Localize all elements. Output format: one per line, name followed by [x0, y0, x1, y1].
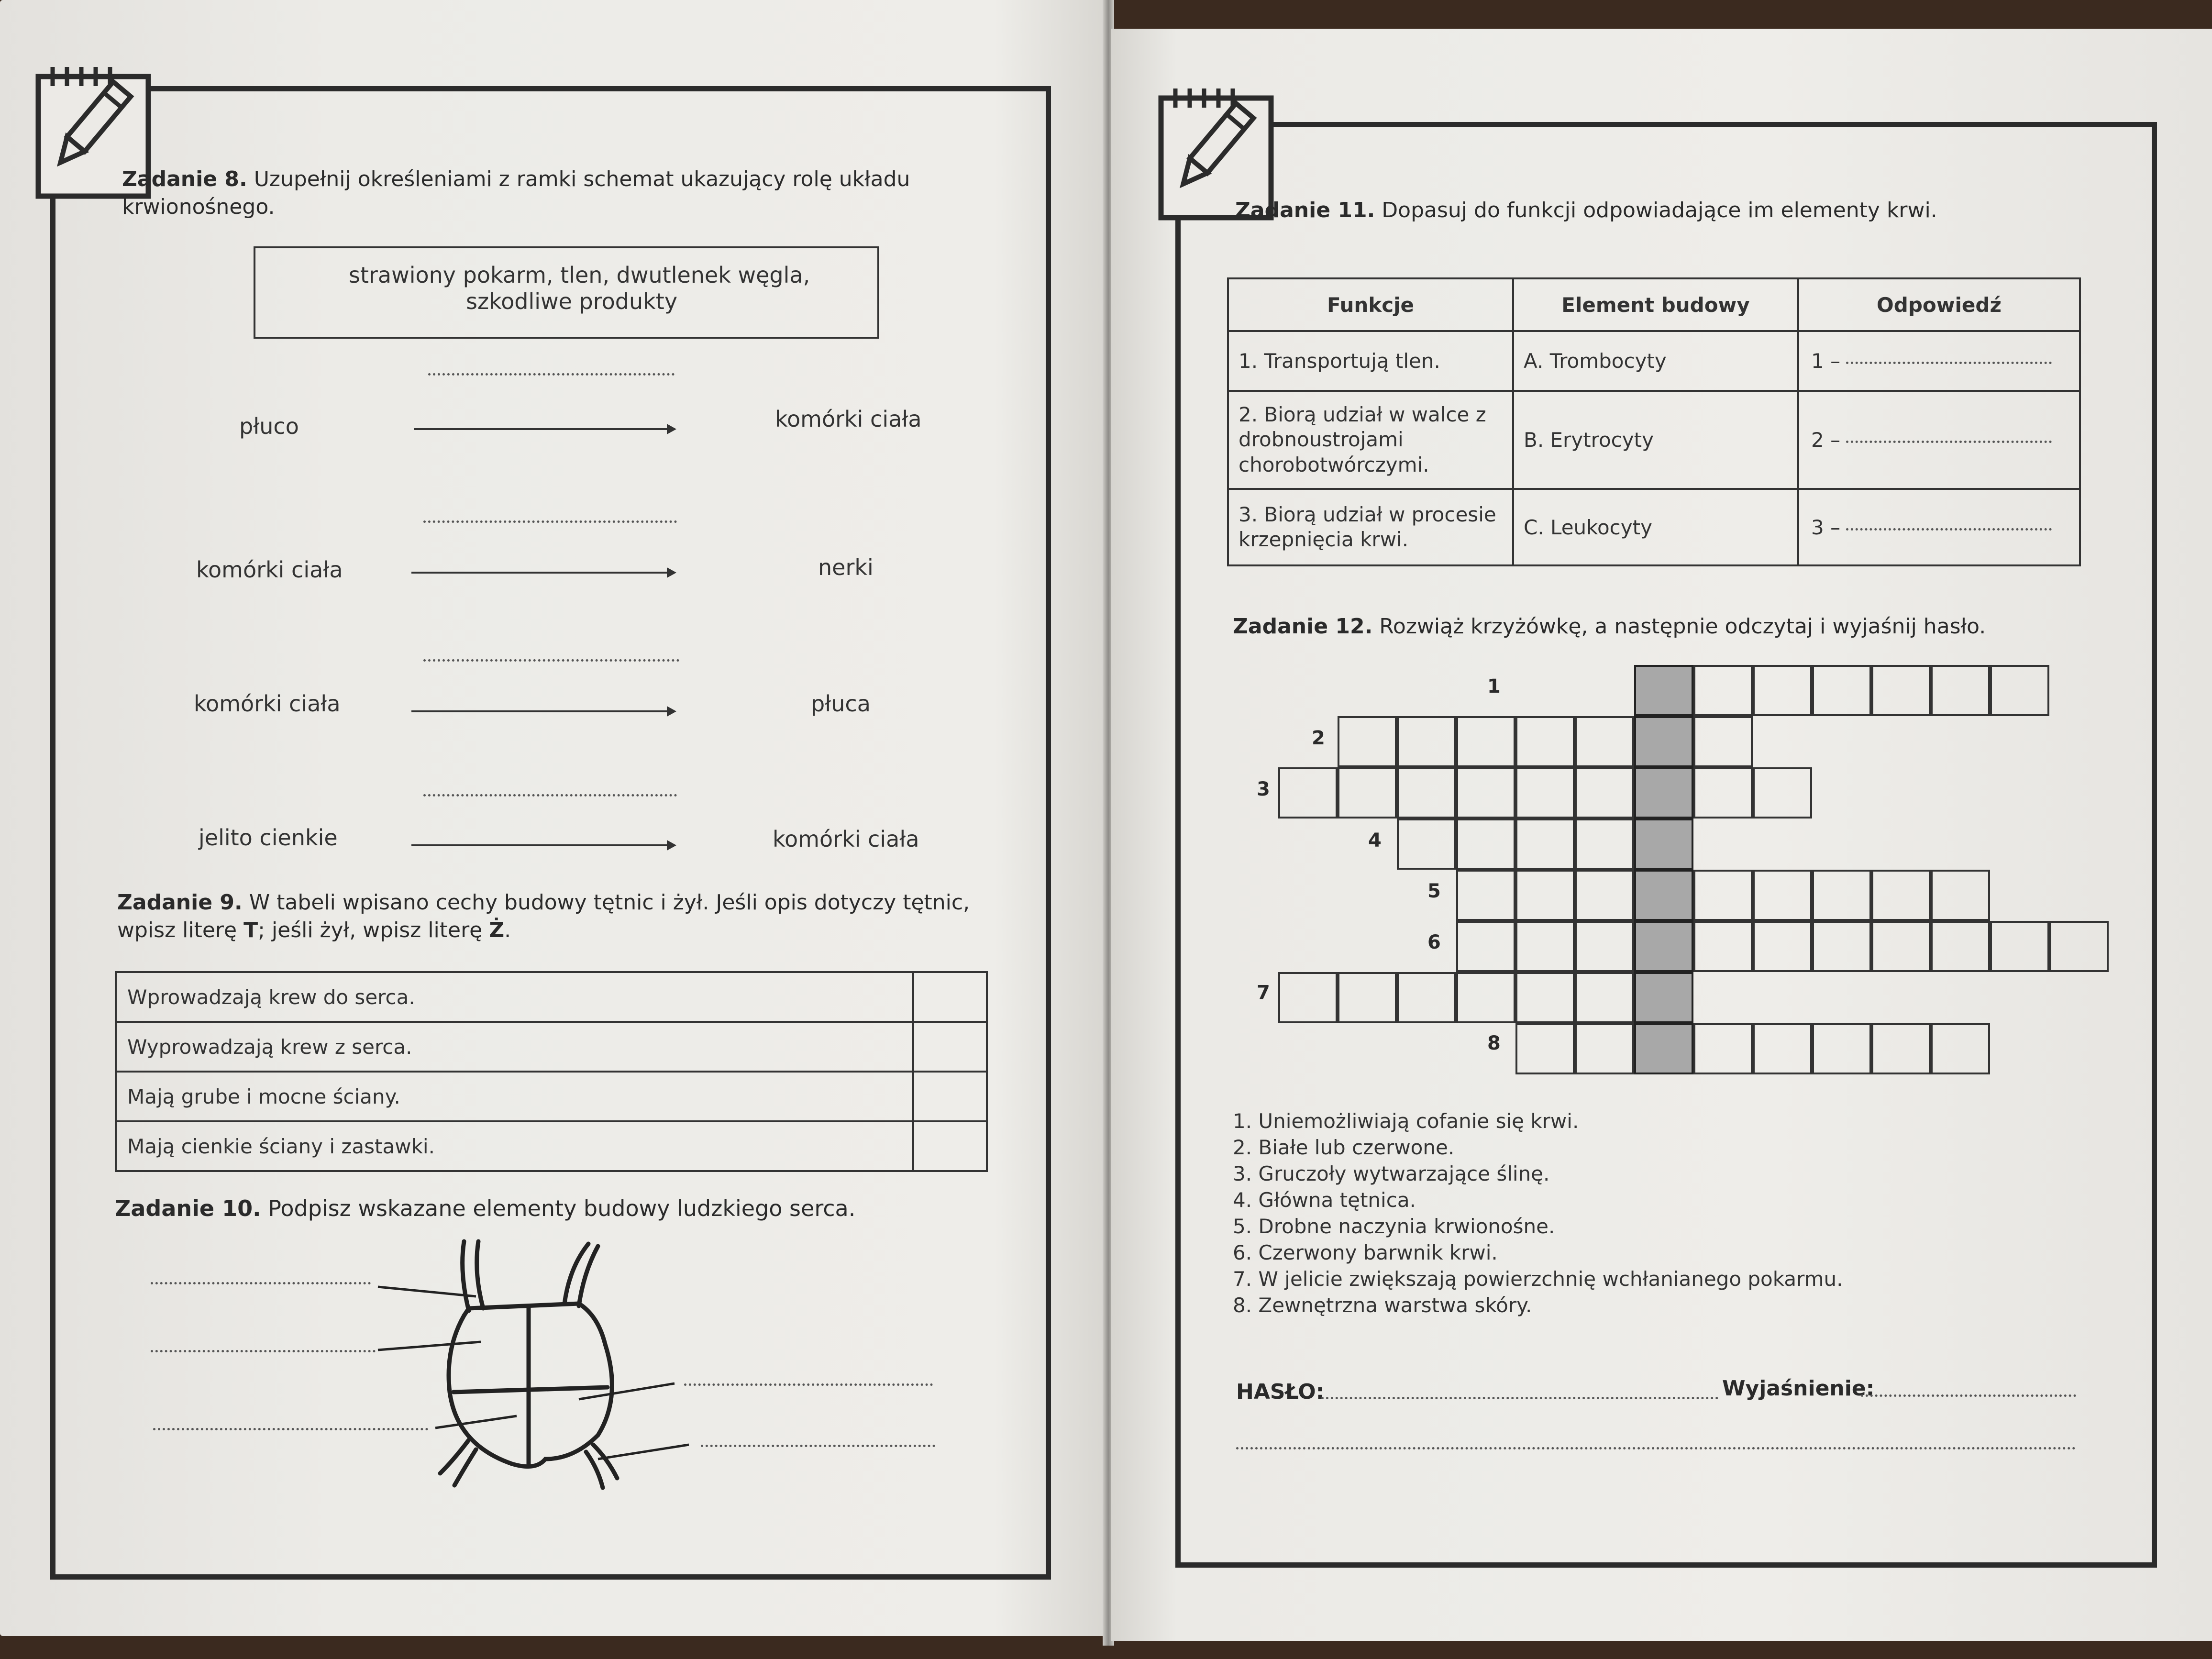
crossword-cell[interactable] [1456, 870, 1515, 921]
crossword-cell[interactable] [1397, 972, 1456, 1023]
row-number-5: 5 [1427, 880, 1441, 902]
task9-table [115, 971, 988, 1172]
crossword-cell[interactable] [1575, 921, 1634, 972]
task9-row2-answer[interactable] [913, 1022, 987, 1072]
row3-from: komórki ciała [194, 691, 341, 717]
crossword-cell[interactable] [1575, 870, 1634, 921]
crossword-cell[interactable] [1871, 1023, 1931, 1074]
table-row [116, 1022, 987, 1072]
heart-label-line-2[interactable] [151, 1350, 376, 1352]
task8-word-box [254, 246, 879, 339]
clue-6: 6. Czerwony barwnik krwi. [1233, 1241, 1498, 1264]
row-number-6: 6 [1427, 931, 1441, 953]
row-number-4: 4 [1368, 830, 1382, 852]
crossword-cell[interactable] [1753, 767, 1812, 818]
crossword-key-cell[interactable] [1634, 972, 1693, 1023]
clue-8: 8. Zewnętrzna warstwa skóry. [1233, 1294, 1532, 1317]
task9-heading [117, 891, 970, 915]
table-header-row [1228, 278, 2080, 331]
crossword-cell[interactable] [1575, 767, 1634, 818]
clue-3: 3. Gruczoły wytwarzające ślinę. [1233, 1162, 1550, 1185]
wyjasnienie-line-2[interactable] [1236, 1447, 2076, 1449]
crossword-cell[interactable] [1990, 665, 2049, 716]
crossword-cell[interactable] [1753, 921, 1812, 972]
task9-row3-answer[interactable] [913, 1072, 987, 1121]
crossword-cell[interactable] [1515, 818, 1575, 870]
task9-letter-t: T [243, 918, 258, 942]
element-1: A. Trombocyty [1513, 331, 1798, 391]
row3-to: płuca [811, 691, 871, 717]
task12-text: Rozwiąż krzyżówkę, a następnie odczytaj i wyjaśnij hasło. [1379, 614, 1986, 639]
crossword-cell[interactable] [1931, 870, 1990, 921]
heart-label-line-4[interactable] [684, 1383, 933, 1386]
answer-2-prefix: 2 – [1811, 428, 1841, 452]
task11-label: Zadanie 11. [1235, 198, 1375, 222]
header-answer: Odpowiedź [1798, 278, 2080, 331]
row-number-7: 7 [1257, 982, 1270, 1004]
task9-row3-text: Mają grube i mocne ściany. [116, 1072, 913, 1121]
row4-from: jelito cienkie [199, 825, 338, 851]
header-functions: Funkcje [1228, 278, 1513, 331]
crossword-cell[interactable] [1515, 716, 1575, 767]
crossword-cell[interactable] [1338, 767, 1397, 818]
row1-to: komórki ciała [775, 406, 922, 432]
row2-to: nerki [818, 554, 874, 580]
crossword-cell[interactable] [1753, 870, 1812, 921]
heart-diagram-icon [373, 1234, 708, 1502]
answer-1-prefix: 1 – [1811, 349, 1841, 373]
crossword-cell[interactable] [1575, 1023, 1634, 1074]
crossword-cell[interactable] [1515, 767, 1575, 818]
word-box-line1: strawiony pokarm, tlen, dwutlenek węgla, [349, 262, 810, 288]
crossword-key-cell[interactable] [1634, 1023, 1693, 1074]
crossword-cell[interactable] [1753, 665, 1812, 716]
row-number-1: 1 [1487, 675, 1501, 697]
word-box-line2: szkodliwe produkty [466, 288, 678, 314]
task8-heading [122, 167, 910, 192]
crossword-cell[interactable] [1338, 972, 1397, 1023]
crossword-cell[interactable] [1456, 972, 1515, 1023]
element-3: C. Leukocyty [1513, 489, 1798, 565]
table-row [116, 1072, 987, 1121]
function-2: 2. Biorą udział w walce z drobnoustrojami chorobotwórczymi. [1228, 391, 1513, 489]
crossword-cell[interactable] [1931, 665, 1990, 716]
crossword-cell[interactable] [1812, 870, 1871, 921]
answer-1-line[interactable] [1846, 362, 2052, 364]
row2-from: komórki ciała [196, 557, 343, 583]
task11-text: Dopasuj do funkcji odpowiadające im elementy krwi. [1382, 198, 1937, 222]
function-1: 1. Transportują tlen. [1228, 331, 1513, 391]
task9-row4-answer[interactable] [913, 1121, 987, 1171]
heart-label-line-5[interactable] [701, 1445, 935, 1447]
task9-text-line2 [117, 918, 511, 943]
row3-arrow [411, 710, 675, 712]
task10-text: Podpisz wskazane elementy budowy ludzkiego serca. [268, 1195, 856, 1221]
task11-heading [1235, 199, 1937, 223]
crossword-cell[interactable] [1397, 818, 1456, 870]
answer-3[interactable] [1798, 489, 2080, 565]
task12-heading [1233, 615, 1986, 639]
task9-text-end: . [504, 918, 511, 942]
clue-2: 2. Białe lub czerwone. [1233, 1136, 1455, 1159]
row1-from: płuco [239, 413, 299, 439]
row1-arrow [414, 428, 675, 430]
crossword-cell[interactable] [1871, 665, 1931, 716]
crossword-cell[interactable] [1456, 767, 1515, 818]
task9-letter-z: Ż [489, 918, 505, 942]
task9-label: Zadanie 9. [117, 890, 243, 915]
crossword-key-cell[interactable] [1634, 716, 1693, 767]
row-number-8: 8 [1487, 1032, 1501, 1054]
task9-row4-text: Mają cienkie ściany i zastawki. [116, 1121, 913, 1171]
crossword-cell[interactable] [1456, 921, 1515, 972]
crossword-cell[interactable] [1456, 818, 1515, 870]
crossword-cell[interactable] [1278, 972, 1338, 1023]
notebook-pencil-icon-right [1151, 84, 1257, 203]
crossword-cell[interactable] [1575, 818, 1634, 870]
answer-line-4[interactable] [423, 794, 677, 796]
task10-label: Zadanie 10. [115, 1195, 261, 1221]
crossword-cell[interactable] [1812, 1023, 1871, 1074]
row4-to: komórki ciała [773, 826, 919, 852]
crossword-cell[interactable] [1515, 972, 1575, 1023]
answer-line-2[interactable] [423, 520, 677, 523]
crossword-cell[interactable] [1753, 1023, 1812, 1074]
crossword-key-cell[interactable] [1634, 818, 1693, 870]
crossword-cell[interactable] [2049, 921, 2109, 972]
table-row [116, 972, 987, 1022]
right-page [1111, 29, 2212, 1641]
task11-table [1227, 277, 2081, 566]
crossword-key-cell[interactable] [1634, 870, 1693, 921]
crossword-cell[interactable] [1871, 870, 1931, 921]
crossword-cell[interactable] [1990, 921, 2049, 972]
crossword-cell[interactable] [1693, 1023, 1753, 1074]
crossword-cell[interactable] [1575, 716, 1634, 767]
function-3: 3. Biorą udział w procesie krzepnięcia krwi. [1228, 489, 1513, 565]
crossword-cell[interactable] [1397, 767, 1456, 818]
task9-text-line1: W tabeli wpisano cechy budowy tętnic i żył. Jeśli opis dotyczy tętnic, [249, 890, 970, 915]
answer-3-line[interactable] [1846, 528, 2052, 531]
crossword-cell[interactable] [1693, 767, 1753, 818]
crossword-cell[interactable] [1515, 921, 1575, 972]
row4-arrow [411, 844, 675, 846]
task12-label: Zadanie 12. [1233, 614, 1373, 639]
haslo-answer-line[interactable] [1321, 1397, 1718, 1399]
crossword-key-cell[interactable] [1634, 665, 1693, 716]
wyjasnienie-line-1[interactable] [1861, 1394, 2076, 1397]
row-number-3: 3 [1257, 778, 1270, 800]
answer-line-3[interactable] [423, 659, 679, 662]
crossword-cell[interactable] [1397, 716, 1456, 767]
task8-text-line2: krwionośnego. [122, 195, 275, 219]
clue-1: 1. Uniemożliwiają cofanie się krwi. [1233, 1109, 1579, 1133]
row-number-2: 2 [1312, 727, 1325, 749]
answer-3-prefix: 3 – [1811, 515, 1841, 539]
crossword-cell[interactable] [1931, 1023, 1990, 1074]
crossword-cell[interactable] [1515, 870, 1575, 921]
answer-line-1[interactable] [428, 373, 675, 376]
clue-4: 4. Główna tętnica. [1233, 1188, 1416, 1212]
table-row [1228, 331, 2080, 391]
table-row [1228, 489, 2080, 565]
answer-2[interactable] [1798, 391, 2080, 489]
left-page [0, 0, 1105, 1636]
wyjasnienie-label: Wyjaśnienie: [1722, 1376, 1875, 1401]
task9-text-mid: ; jeśli żył, wpisz literę [258, 918, 489, 942]
answer-1[interactable] [1798, 331, 2080, 391]
task9-row2-text: Wyprowadzają krew z serca. [116, 1022, 913, 1072]
crossword-cell[interactable] [1693, 921, 1753, 972]
task9-text-pre: wpisz literę [117, 918, 244, 942]
crossword-cell[interactable] [1338, 716, 1397, 767]
task8-label: Zadanie 8. [122, 167, 247, 191]
crossword-cell[interactable] [1515, 1023, 1575, 1074]
task10-heading [115, 1196, 855, 1221]
notebook-pencil-icon [29, 62, 134, 182]
clue-7: 7. W jelicie zwiększają powierzchnię wchłanianego pokarmu. [1233, 1267, 1843, 1291]
element-2: B. Erytrocyty [1513, 391, 1798, 489]
table-row [116, 1121, 987, 1171]
crossword-cell[interactable] [1693, 665, 1753, 716]
crossword-key-cell[interactable] [1634, 921, 1693, 972]
crossword-cell[interactable] [1575, 972, 1634, 1023]
header-element: Element budowy [1513, 278, 1798, 331]
crossword-cell[interactable] [1693, 716, 1753, 767]
clue-5: 5. Drobne naczynia krwionośne. [1233, 1215, 1555, 1238]
task8-text-line1: Uzupełnij określeniami z ramki schemat ukazujący rolę układu [254, 167, 910, 191]
answer-2-line[interactable] [1846, 441, 2052, 443]
crossword-cell[interactable] [1456, 716, 1515, 767]
heart-label-line-1[interactable] [151, 1282, 371, 1284]
table-row [1228, 391, 2080, 489]
row2-arrow [411, 572, 675, 574]
crossword-cell[interactable] [1693, 870, 1753, 921]
crossword-key-cell[interactable] [1634, 767, 1693, 818]
crossword-cell[interactable] [1278, 767, 1338, 818]
crossword-cell[interactable] [1812, 921, 1871, 972]
crossword-cell[interactable] [1931, 921, 1990, 972]
crossword-cell[interactable] [1812, 665, 1871, 716]
task9-row1-text: Wprowadzają krew do serca. [116, 972, 913, 1022]
crossword-cell[interactable] [1871, 921, 1931, 972]
task9-row1-answer[interactable] [913, 972, 987, 1022]
haslo-label: HASŁO: [1236, 1380, 1325, 1404]
